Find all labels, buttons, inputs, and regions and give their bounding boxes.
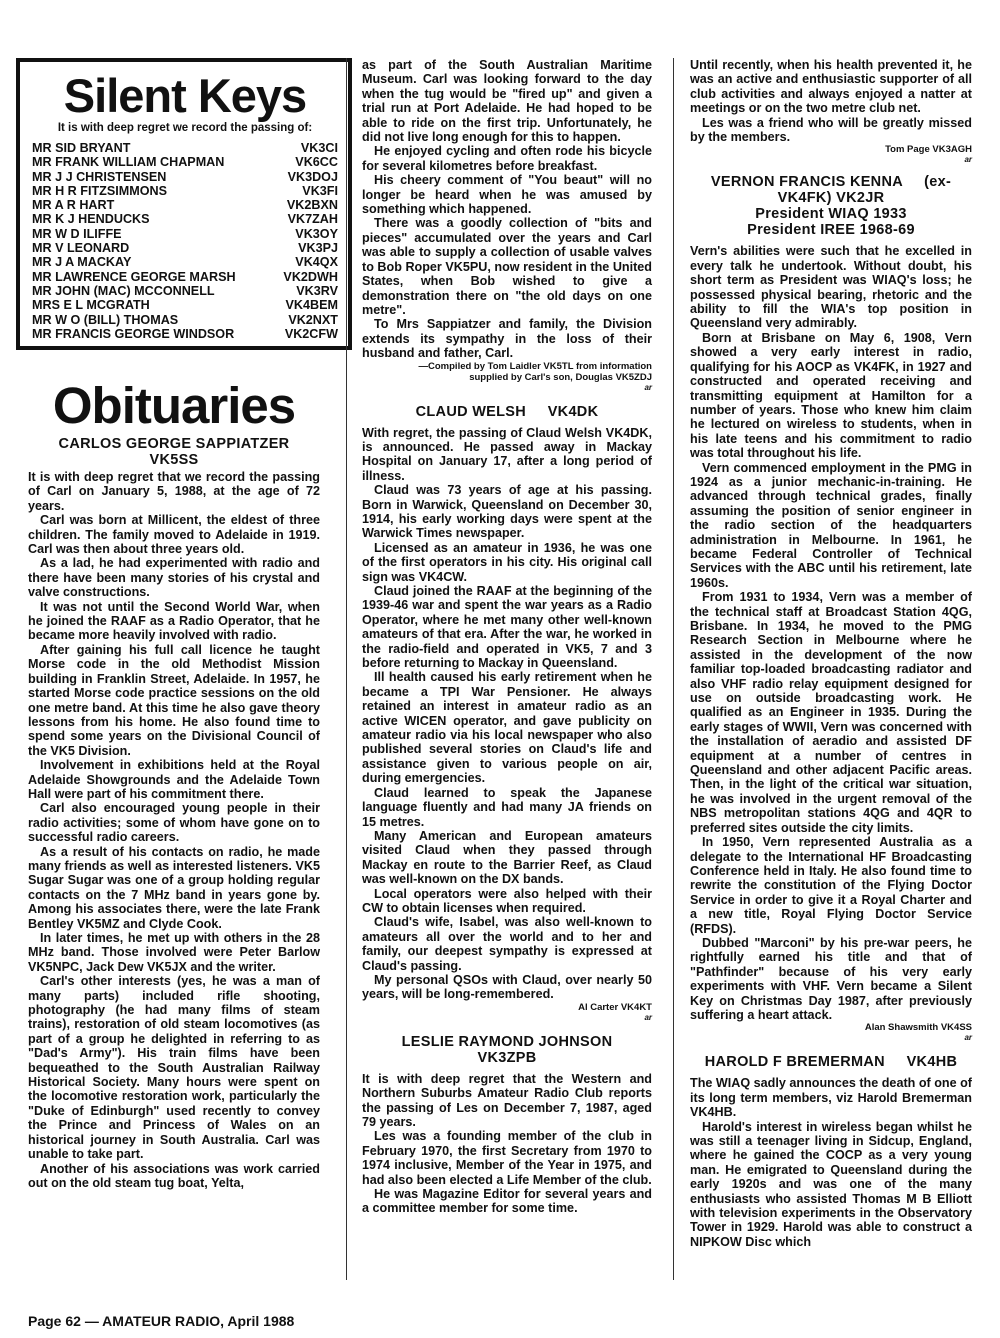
- obituary-paragraph: The WIAQ sadly announces the death of one of its long term members, viz Harold Bremerman VK4HB.: [690, 1076, 972, 1120]
- silent-key-row: [32, 184, 338, 198]
- sappiatzer-credit: —Compiled by Tom Laidler VK5TL from information: [418, 360, 652, 372]
- sappiatzer-continued: [362, 58, 652, 361]
- kenna-heading-3: President WIAQ 1933: [755, 206, 907, 223]
- obituary-paragraph: Local operators were also helped with their CW to obtain licenses when required.: [362, 886, 652, 915]
- obituary-paragraph: Dubbed "Marconi" by his pre-war peers, he rightfully earned his title and that of "Pathfinder" because of his very early experiments with VHF. Vern became a Silent Key on Christmas Day 1987, after previously suffering a heart attack.: [690, 935, 972, 1022]
- silent-key-row: [32, 212, 338, 226]
- silent-key-callsign: VK2CFW: [284, 326, 338, 341]
- page-footer: Page 62 — AMATEUR RADIO, April 1988: [28, 1313, 295, 1329]
- silent-key-callsign: VK3OY: [295, 226, 338, 241]
- sappiatzer-heading-call: VK5SS: [149, 452, 199, 468]
- silent-keys-box: [16, 58, 352, 350]
- kenna-body: [690, 244, 972, 1022]
- silent-key-row: [32, 198, 338, 212]
- silent-key-name: MR SID BRYANT: [32, 141, 131, 155]
- silent-key-callsign: VK3DOJ: [287, 169, 338, 184]
- silent-key-name: MR W O (BILL) THOMAS: [32, 312, 179, 327]
- obituary-paragraph: Born at Brisbane on May 6, 1908, Vern showed a very early interest in radio, qualifying for his AOCP as VK4FK, in 1927 and constructed and operated receiving and transmitting equipment at Hamilton for a number of years. Those who knew him claim he lectured on wireless to students, when in his late teens and his commitment to radio was total throughout his life.: [690, 330, 972, 461]
- kenna-heading-4: President IREE 1968-69: [747, 222, 915, 239]
- obituary-paragraph: Carl was born at Millicent, the eldest of three children. The family moved to Adelaide in 1919. Carl was then about three years old.: [28, 513, 320, 557]
- silent-key-row: [32, 313, 338, 327]
- silent-key-row: [32, 155, 338, 169]
- silent-key-name: MR J A MACKAY: [32, 255, 132, 270]
- kenna-heading-1: VERNON FRANCIS KENNA (ex-: [710, 174, 952, 191]
- obituary-paragraph: Licensed as an amateur in 1936, he was one of the first operators in his city. His original call sign was VK4CW.: [362, 540, 652, 584]
- obituary-paragraph: Claud learned to speak the Japanese language fluently and had many JA friends on 15 metres.: [362, 785, 652, 829]
- obituary-paragraph: as part of the South Australian Maritime Museum. Carl was looking forward to the day when the tug would be "fired up" and given a trial run at Port Adelaide. He had hoped to be able to ride on the first trip. Unfortunately, he did not live long enough for this to happen.: [362, 58, 652, 145]
- bremerman-body: [690, 1076, 972, 1249]
- silent-keys-title: Silent Keys: [63, 69, 307, 122]
- silent-key-name: MRS E L MCGRATH: [32, 298, 150, 313]
- obituary-paragraph: To Mrs Sappiatzer and family, the Division extends its sympathy in the loss of their husband and father, Carl.: [362, 317, 652, 361]
- welsh-heading: CLAUD WELSH VK4DK: [415, 403, 599, 420]
- silent-key-callsign: VK2BXN: [286, 198, 338, 213]
- silent-key-row: [32, 284, 338, 298]
- obituary-paragraph: He was Magazine Editor for several years and a committee member for some time.: [362, 1187, 652, 1216]
- obituary-paragraph: Another of his associations was work carried out on the old steam tug boat, Yelta,: [28, 1161, 320, 1190]
- obituary-paragraph: Until recently, when his health prevented it, he was an active and enthusiastic supporter of all club activities and always enjoyed a natter at meetings or on the two metre club net.: [690, 58, 972, 116]
- column-rule: [673, 58, 674, 1280]
- obituary-paragraph: From 1931 to 1934, Vern was a member of the technical staff at Broadcast Station 4QG, Brisbane. In 1934, he moved to the PMG Research Section in Melbourne where he assisted in the development of the now familiar top-loaded broadcasting radiator and also VHF radio relay equipment designed for use on outside broadcasting work. He qualified as an Engineer in 1935. During the early stages of WWII, Vern was concerned with the installation of aeradio and assisted DF equipment at a number of centres in Queensland and other adjacent Pacific areas. Then, in the light of the critical war situation, he was involved in the urgent removal of the NBS metropolitan stations 4QG and 4QR to preferred sites outside the city limits.: [690, 590, 972, 835]
- obituary-paragraph: Carl also encouraged young people in their radio activities; some of whom have gone on to successful radio careers.: [28, 801, 320, 845]
- silent-key-row: [32, 241, 338, 255]
- column-2: [362, 58, 652, 1216]
- silent-keys-intro: It is with deep regret we record the passing of:: [57, 122, 313, 134]
- obituary-paragraph: There was a goodly collection of "bits and pieces" accumulated over the years and Carl was able to supply a collection of usable valves to Bob Roper VK5PU, now resident in the United States, when Bob wished to give a demonstration there on "the old days on one metre".: [362, 216, 652, 317]
- sappiatzer-body: [28, 470, 320, 1190]
- silent-key-callsign: VK4BEM: [285, 298, 338, 313]
- silent-key-callsign: VK2NXT: [288, 312, 338, 327]
- obituary-paragraph: It was not until the Second World War, when he joined the RAAF as a Radio Operator, that he became more heavily involved with radio.: [28, 599, 320, 643]
- silent-key-callsign: VK4QX: [295, 255, 338, 270]
- silent-key-callsign: VK6CC: [295, 155, 338, 170]
- silent-key-name: MR K J HENDUCKS: [32, 212, 150, 227]
- silent-key-name: MR H R FITZSIMMONS: [32, 183, 168, 198]
- silent-key-callsign: VK7ZAH: [287, 212, 338, 227]
- obituary-paragraph: Les was a friend who will be greatly missed by the members.: [690, 115, 972, 145]
- obituary-paragraph: After gaining his full call licence he taught Morse code in the old Methodist Mission building in Franklin Street, Adelaide. In 1957, he started Morse code practice sessions on the old one metre band. At this time he also gave theory lessons from his home. He also found time to spend some years on the Divisional Council of the VK5 Division.: [28, 642, 320, 758]
- johnson-credit: Tom Page VK3AGH: [885, 144, 972, 156]
- silent-key-name: MR V LEONARD: [32, 241, 130, 256]
- kenna-heading-2: VK4FK) VK2JR: [777, 190, 885, 207]
- obituary-paragraph: He enjoyed cycling and often rode his bicycle for several kilometres before breakfast.: [362, 144, 652, 173]
- silent-key-callsign: VK2DWH: [283, 269, 338, 284]
- silent-key-name: MR A R HART: [32, 198, 115, 213]
- silent-key-row: [32, 141, 338, 155]
- kenna-credit: Alan Shawsmith VK4SS: [864, 1022, 972, 1034]
- silent-keys-list: [32, 141, 338, 341]
- obituary-paragraph: Involvement in exhibitions held at the Royal Adelaide Showgrounds and the Adelaide Town Hall were part of his commitment there.: [28, 758, 320, 801]
- johnson-continued: [690, 58, 972, 144]
- column-3: [690, 58, 972, 1249]
- sappiatzer-heading-name: CARLOS GEORGE SAPPIATZER: [58, 436, 290, 452]
- johnson-heading: [362, 1034, 652, 1066]
- obituary-paragraph: With regret, the passing of Claud Welsh VK4DK, is announced. He passed away in Mackay Hospital on January 17, after a long period of illness.: [362, 425, 652, 483]
- end-mark: ar: [644, 382, 652, 392]
- obituary-paragraph: Claud's wife, Isabel, was also well-known to amateurs all over the world and to her and family, our deepest sympathy is expressed at Claud's passing.: [362, 915, 652, 973]
- kenna-heading: [690, 174, 972, 238]
- silent-key-row: [32, 327, 338, 341]
- obituary-paragraph: In later times, he met up with others in the 28 MHz band. Those involved were Peter Barlow VK5NPC, Jack Dew VK5JX and the writer.: [28, 931, 320, 974]
- silent-key-callsign: VK3CI: [300, 141, 338, 155]
- obituary-paragraph: Claud was 73 years of age at his passing. Born in Warwick, Queensland on December 30, 1914, his early working days were spent at the Warwick Times newspaper.: [362, 483, 652, 541]
- obituary-paragraph: Ill health caused his early retirement when he became a TPI War Pensioner. He always retained an interest in amateur radio as an active WICEN operator, and gave publicity on amateur radio via his local newspaper who also published several stories on Claud's life and assistance given to various people on air, during emergencies.: [362, 670, 652, 786]
- obituary-paragraph: As a result of his contacts on radio, he made many friends as well as interested listeners. VK5 Sugar Sugar was one of a group holding regular contacts on the 7 MHz band in years gone by. Among his associates there, were the late Frank Bentley VK5MZ and Clyde Cook.: [28, 844, 320, 931]
- silent-key-name: MR JOHN (MAC) MCCONNELL: [32, 283, 215, 298]
- end-mark: ar: [964, 1033, 972, 1043]
- column-1: [28, 376, 320, 1190]
- silent-key-name: MR W D ILIFFE: [32, 226, 122, 241]
- johnson-heading-call: VK3ZPB: [477, 1049, 537, 1066]
- welsh-body: [362, 426, 652, 1002]
- sappiatzer-heading: [28, 436, 320, 468]
- obituary-paragraph: As a lad, he had experimented with radio and there have been many stories of his crystal and valve constructions.: [28, 556, 320, 600]
- silent-key-name: MR FRANK WILLIAM CHAPMAN: [32, 155, 225, 170]
- silent-key-row: [32, 270, 338, 284]
- obituary-paragraph: Claud joined the RAAF at the beginning of the 1939-46 war and spent the war years as a Radio Operator, where he met many other well-known amateurs of that era. After the war, he worked in the radio-field and operated in VK5, 7 and 3 before returning to Mackay in Queensland.: [362, 584, 652, 671]
- sappiatzer-credit-2: supplied by Carl's son, Douglas VK5ZDJ: [469, 371, 652, 383]
- silent-key-row: [32, 227, 338, 241]
- obituary-paragraph: Harold's interest in wireless began whilst he was still a teenager living in Sidcup, England, where he gained the COCP as a very young man. He emigrated to Queensland during the early 1920s and was one of the many enthusiasts who assisted Thomas M B Elliott with television experiments in the Observatory Tower in 1929. Harold was able to construct a NIPKOW Disc which: [690, 1119, 972, 1249]
- silent-key-row: [32, 298, 338, 312]
- silent-key-row: [32, 170, 338, 184]
- obituary-paragraph: It is with deep regret that we record the passing of Carl on January 5, 1988, at the age of 72 years.: [28, 470, 320, 513]
- column-rule: [346, 58, 347, 1280]
- obituary-paragraph: Les was a founding member of the club in February 1970, the first Secretary from 1970 to 1974 inclusive, Member of the Year in 1975, and had also been elected a Life Member of the club.: [362, 1129, 652, 1187]
- silent-key-row: [32, 255, 338, 269]
- silent-key-name: MR LAWRENCE GEORGE MARSH: [32, 269, 236, 284]
- silent-key-callsign: VK3PJ: [298, 241, 338, 256]
- obituary-paragraph: It is with deep regret that the Western and Northern Suburbs Amateur Radio Club reports the passing of Les on December 7, 1987, aged 79 years.: [362, 1071, 652, 1129]
- obituaries-title: Obituaries: [52, 377, 296, 434]
- welsh-credit: Al Carter VK4KT: [578, 1001, 652, 1013]
- silent-key-name: MR FRANCIS GEORGE WINDSOR: [32, 326, 235, 341]
- obituary-paragraph: My personal QSOs with Claud, over nearly 50 years, will be long-remembered.: [362, 972, 652, 1002]
- silent-key-callsign: VK3FI: [302, 183, 338, 198]
- johnson-heading-name: LESLIE RAYMOND JOHNSON: [401, 1033, 613, 1050]
- silent-key-name: MR J J CHRISTENSEN: [32, 169, 167, 184]
- johnson-body: [362, 1072, 652, 1216]
- obituary-paragraph: Carl's other interests (yes, he was a man of many parts) included rifle shooting, photography (he had many films of steam trains), restoration of old steam locomotives (as part of a group he delighted in referring to as "Dad's Army"). His train films have been bequeathed to the South Australian Railway Historical Society. Many hours were spent on the locomotive restoration work, particularly the "Duke of Edinburgh" used recently to convey the Prince and Princess of Wales on an historical journey in South Australia. Carl was unable to take part.: [28, 974, 320, 1162]
- obituary-paragraph: In 1950, Vern represented Australia as a delegate to the International HF Broadcasting Conference held in Italy. He also found time to rewrite the constitution of the Flying Doctor Service in order to give it a Royal Charter and a new title, Royal Flying Doctor Service (RFDS).: [690, 835, 972, 936]
- obituary-paragraph: His cheery comment of "You beaut" will no longer be heard when he was amused by something which happened.: [362, 173, 652, 217]
- obituary-paragraph: Vern commenced employment in the PMG in 1924 as a junior mechanic-in-training. He advanced through technical grades, finally assuming the position of senior engineer in the radio section of the headquarters administration in Melbourne. In 1961, he became Federal Controller of Technical Services with the ABC until his retirement, late 1960s.: [690, 460, 972, 590]
- obituary-paragraph: Many American and European amateurs visited Claud when they passed through Mackay en route to the Barrier Reef, as Claud was well-known on the DX bands.: [362, 828, 652, 887]
- end-mark: ar: [964, 155, 972, 165]
- bremerman-heading: HAROLD F BREMERMAN VK4HB: [704, 1054, 958, 1071]
- obituary-paragraph: Vern's abilities were such that he excelled in every talk he undertook. Without doubt, his short term as President was WIAQ's loss; he possessed physical bearing, rhetoric and the ability to fill the WIA's top position in Queensland very admirably.: [690, 244, 972, 331]
- end-mark: ar: [644, 1012, 652, 1022]
- silent-key-callsign: VK3RV: [296, 283, 338, 298]
